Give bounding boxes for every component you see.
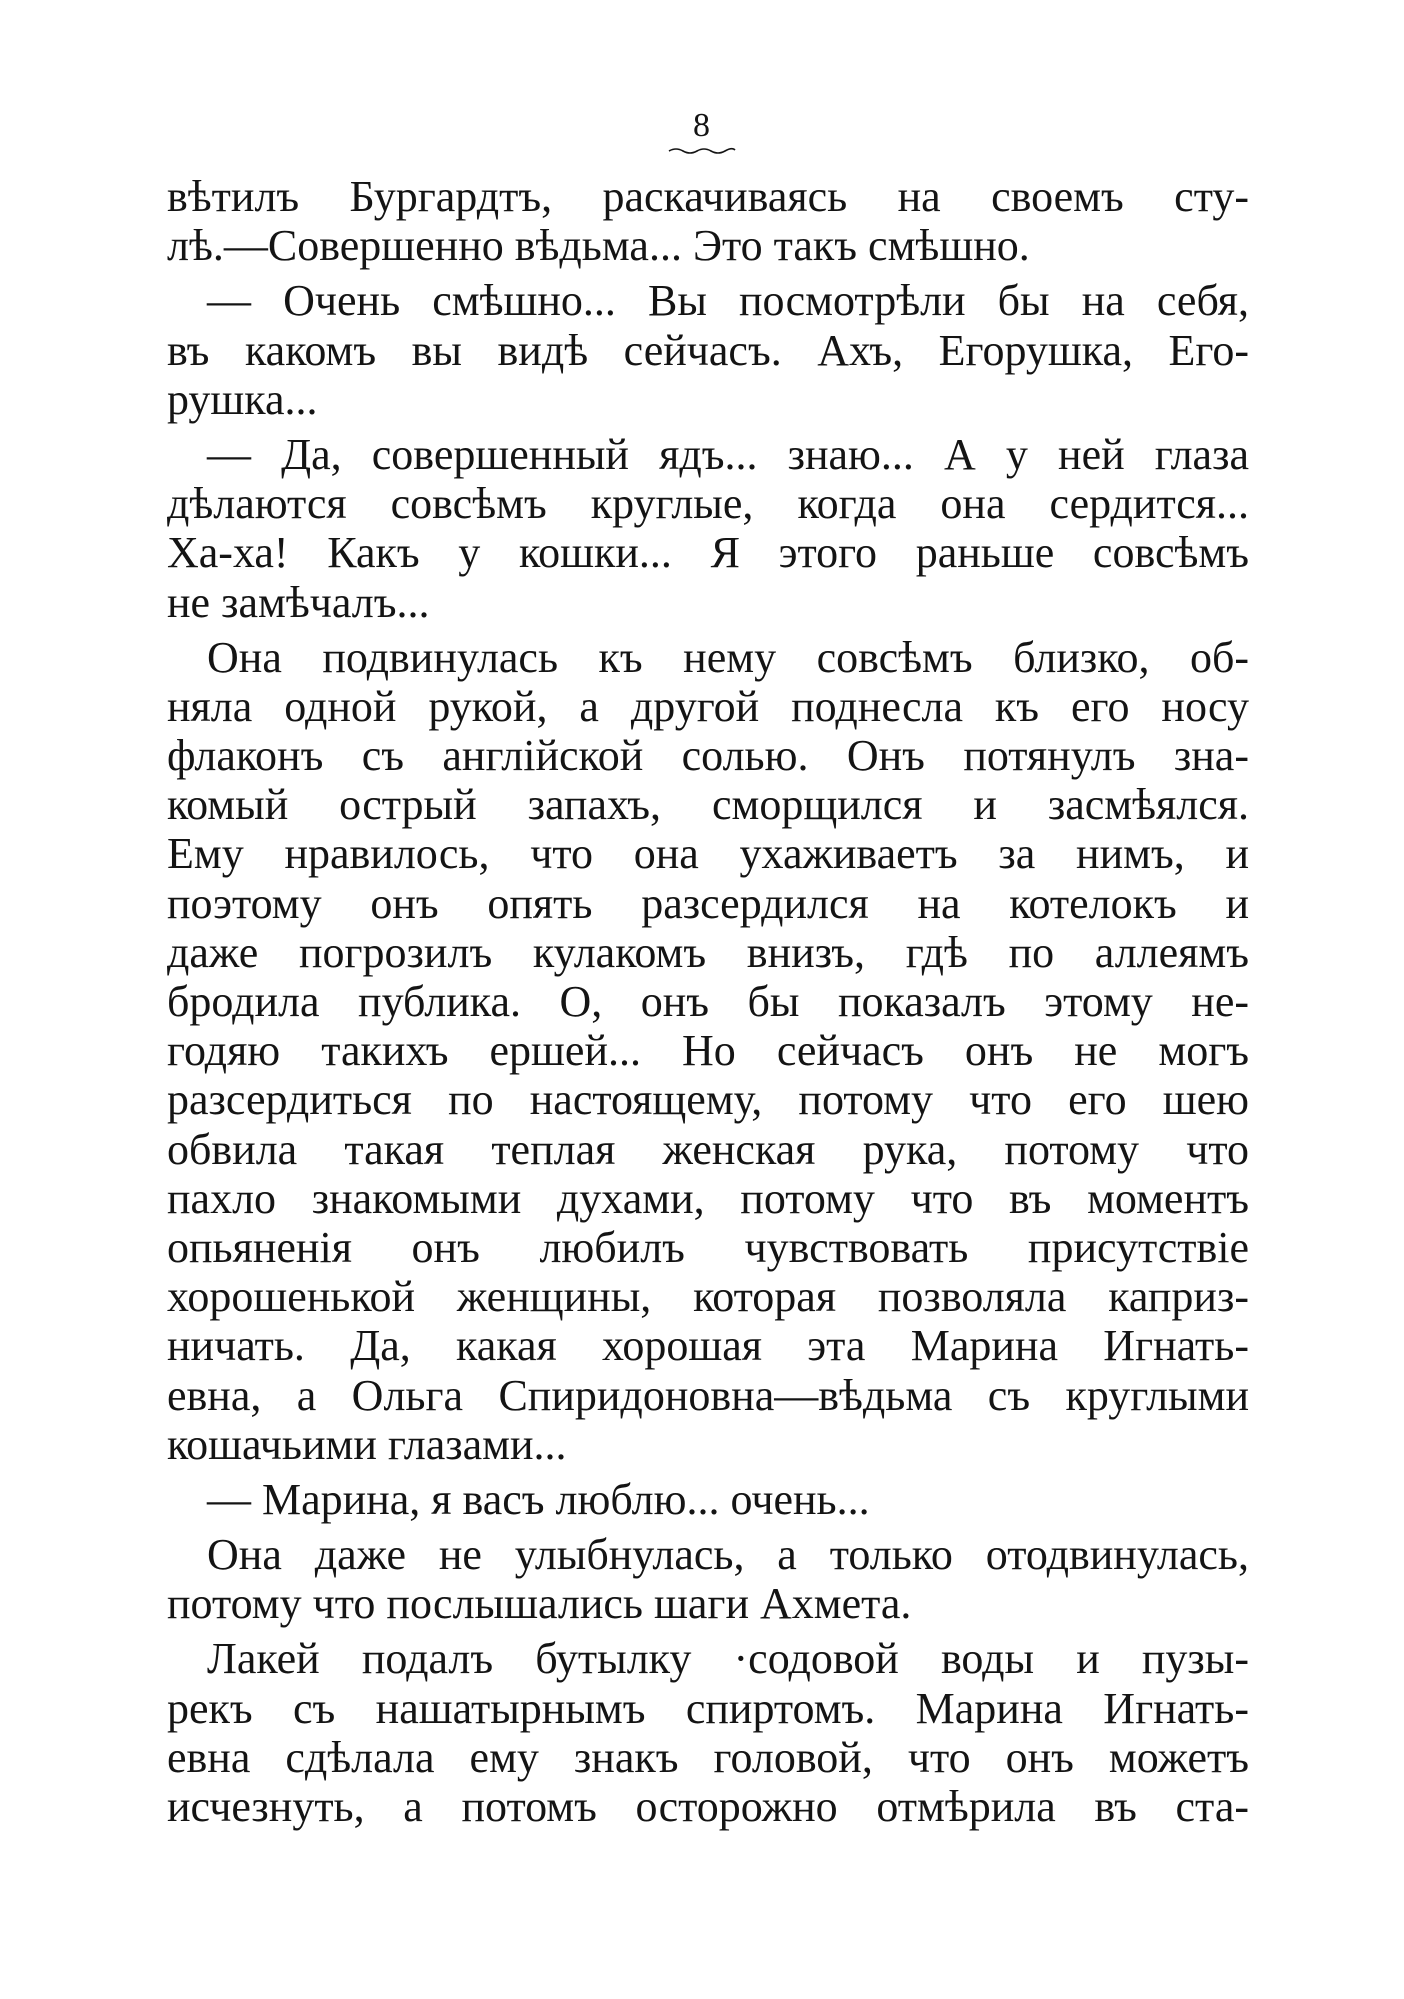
page-header (0, 108, 1404, 154)
text-line: хорошенькой женщины, которая позволяла каприз- (167, 1272, 1249, 1322)
text-line: Ему нравилось, что она ухаживаетъ за нимъ, и (167, 829, 1249, 879)
text-line: поэтому онъ опять разсердился на котелокъ и (167, 878, 1249, 928)
text-line: дѣлаются совсѣмъ круглые, когда она сердится... (167, 479, 1249, 529)
text-line: ничать. Да, какая хорошая эта Марина Игнать- (167, 1321, 1249, 1371)
text-line: Она подвинулась къ нему совсѣмъ близко, об- (207, 632, 1249, 682)
text-line: не замѣчалъ... (167, 577, 430, 627)
text-line: — Очень смѣшно... Вы посмотрѣли бы на себя, (207, 276, 1249, 326)
text-line: Она даже не улыбнулась, а только отодвинулась, (207, 1530, 1249, 1580)
text-line: — Марина, я васъ люблю... очень... (207, 1474, 870, 1524)
paragraph (167, 172, 1249, 270)
text-line: евна, а Ольга Спиридоновна—вѣдьма съ круглыми (167, 1370, 1249, 1420)
text-line: флаконъ съ англійской солью. Онъ потянулъ зна- (167, 731, 1249, 781)
text-line: няла одной рукой, а другой поднесла къ его носу (167, 681, 1249, 731)
text-line: рекъ съ нашатырнымъ спиртомъ. Марина Игнать- (167, 1683, 1249, 1733)
text-line: опьяненія онъ любилъ чувствовать присутствіе (167, 1222, 1249, 1272)
text-line: годяю такихъ ершей... Но сейчасъ онъ не могъ (167, 1026, 1249, 1076)
page-number-flourish (667, 146, 737, 154)
text-line: исчезнуть, а потомъ осторожно отмѣрила въ ста- (167, 1782, 1249, 1831)
text-line: разсердиться по настоящему, потому что его шею (167, 1075, 1249, 1125)
paragraph (167, 633, 1249, 1469)
text-line: потому что послышались шаги Ахмета. (167, 1579, 912, 1629)
text-line: въ какомъ вы видѣ сейчасъ. Ахъ, Егорушка, Его- (167, 325, 1249, 375)
text-line: комый острый запахъ, сморщился и засмѣялся. (167, 780, 1249, 830)
paragraph (167, 430, 1249, 627)
text-line: кошачьими глазами... (167, 1419, 567, 1469)
text-line: вѣтилъ Бургардтъ, раскачиваясь на своемъ сту- (167, 172, 1249, 221)
page-number: 8 (693, 107, 711, 144)
body-text (167, 172, 1249, 1831)
paragraph (167, 276, 1249, 424)
text-line: — Да, совершенный ядъ... знаю... А у ней глаза (207, 429, 1249, 479)
text-line: пахло знакомыми духами, потому что въ моментъ (167, 1173, 1249, 1223)
text-line: бродила публика. О, онъ бы показалъ этому не- (167, 977, 1249, 1026)
text-line: евна сдѣлала ему знакъ головой, что онъ можетъ (167, 1732, 1249, 1782)
text-line: Ха-ха! Какъ у кошки... Я этого раньше совсѣмъ (167, 528, 1249, 578)
paragraph (167, 1634, 1249, 1831)
text-line: лѣ.—Совершенно вѣдьма... Это такъ смѣшно. (167, 221, 1030, 271)
paragraph (167, 1530, 1249, 1628)
text-line: даже погрозилъ кулакомъ внизъ, гдѣ по аллеямъ (167, 927, 1249, 977)
text-line: рушка... (167, 374, 318, 424)
text-line: обвила такая теплая женская рука, потому что (167, 1124, 1249, 1174)
text-line: Лакей подалъ бутылку ·содовой воды и пузы- (207, 1634, 1249, 1684)
paragraph (167, 1475, 1249, 1524)
